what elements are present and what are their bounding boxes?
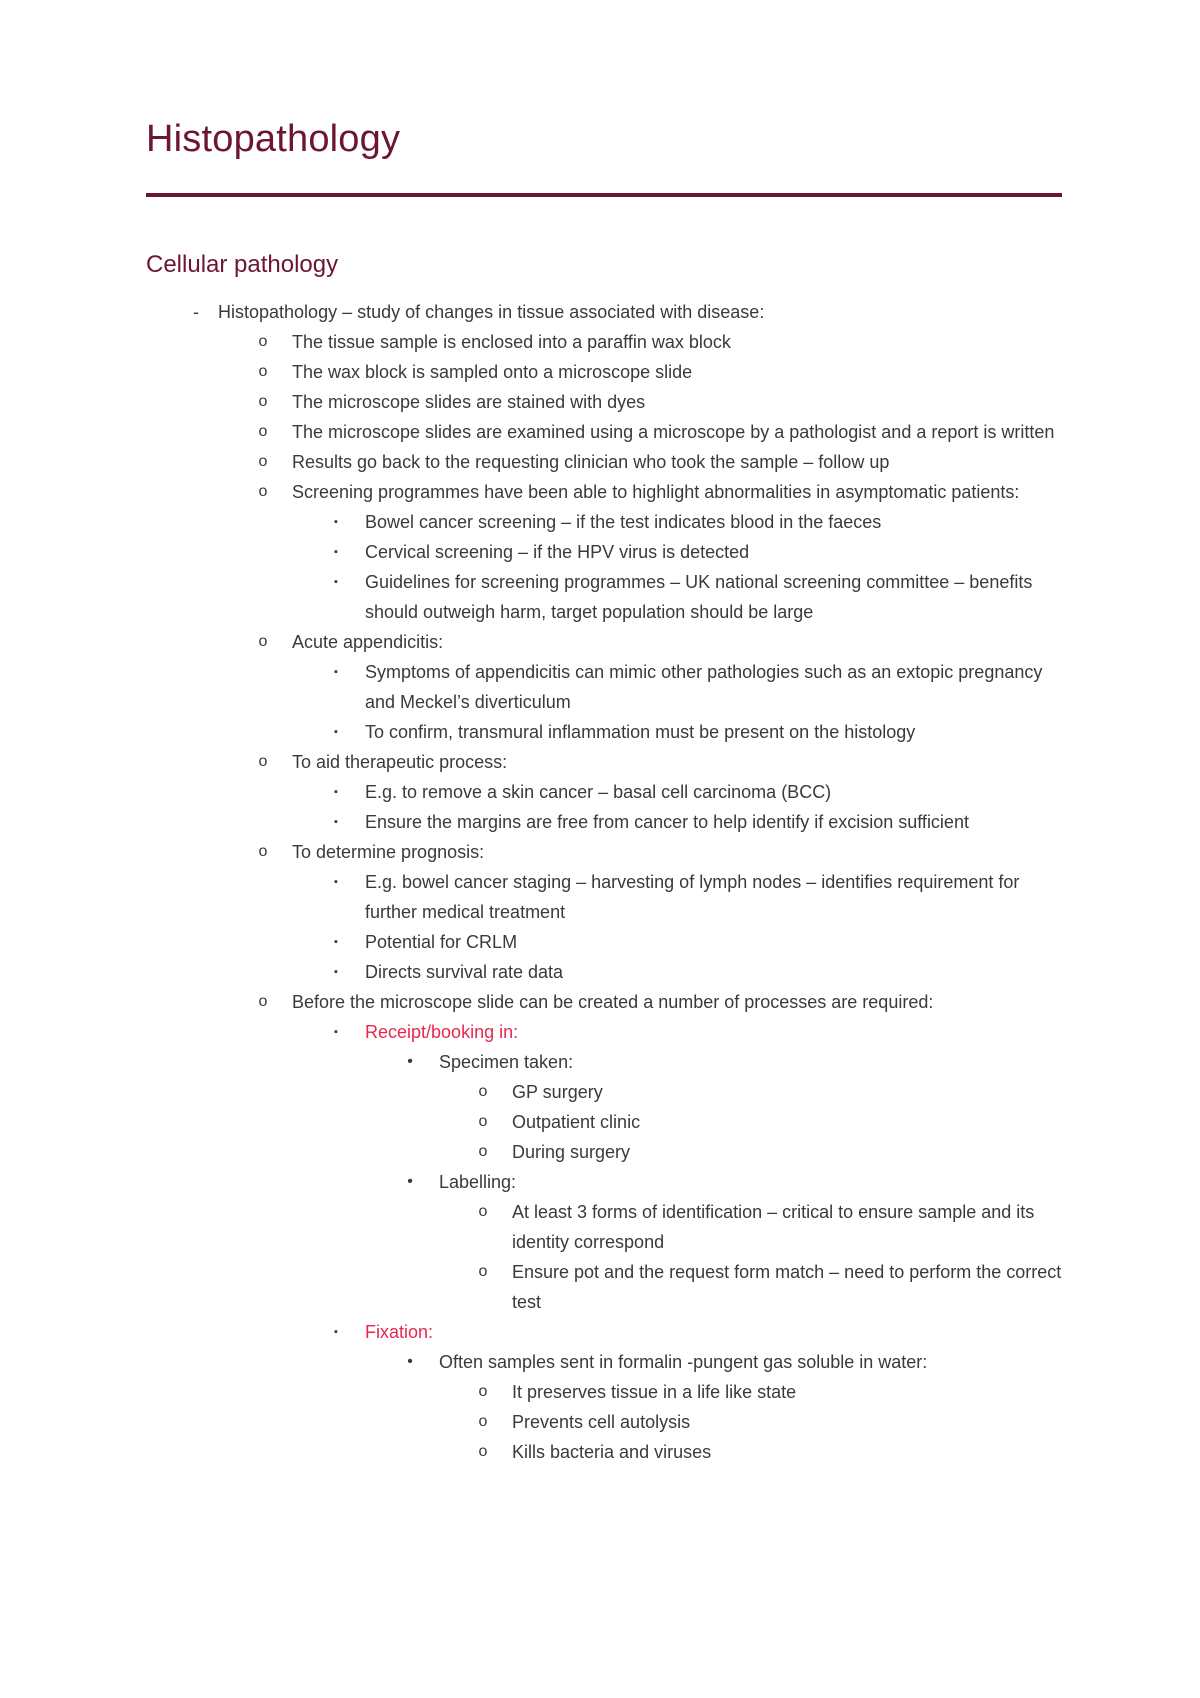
list-item-text: Outpatient clinic xyxy=(512,1112,641,1132)
square-bullet-icon: ▪ xyxy=(334,516,338,528)
circle-bullet-icon: o xyxy=(258,423,268,440)
list-item-text: The microscope slides are examined using a microscope by a pathologist and a report is written xyxy=(292,422,1055,442)
title-divider xyxy=(146,193,1062,197)
list-item xyxy=(146,1077,1062,1107)
dash-marker-icon: - xyxy=(193,302,199,322)
circle-bullet-icon: o xyxy=(258,333,268,350)
circle-bullet-icon: o xyxy=(258,843,268,860)
list-item xyxy=(146,327,1062,357)
list-item xyxy=(146,1167,1062,1197)
square-bullet-icon: ▪ xyxy=(334,546,338,558)
round-bullet-icon: • xyxy=(407,1353,413,1370)
list-item xyxy=(146,387,1062,417)
list-item-text-highlighted: Fixation: xyxy=(365,1322,434,1342)
square-bullet-icon: ▪ xyxy=(334,936,338,948)
list-item-text: Results go back to the requesting clinician who took the sample – follow up xyxy=(292,452,890,472)
list-item-text: Ensure pot and the request form match – need to perform the correct test xyxy=(512,1262,1062,1312)
list-item xyxy=(146,807,1062,837)
list-item-text: Often samples sent in formalin -pungent gas soluble in water: xyxy=(439,1352,928,1372)
section-heading: Cellular pathology xyxy=(146,251,339,278)
circle-bullet-icon: o xyxy=(478,1143,488,1160)
notes-list xyxy=(146,297,1062,1467)
circle-bullet-icon: o xyxy=(478,1203,488,1220)
list-item xyxy=(146,507,1062,537)
list-item-text: Potential for CRLM xyxy=(365,932,518,952)
list-item-text: To confirm, transmural inflammation must be present on the histology xyxy=(365,722,916,742)
list-item-text: Specimen taken: xyxy=(439,1052,574,1072)
list-item-text: Acute appendicitis: xyxy=(292,632,444,652)
list-item xyxy=(146,1377,1062,1407)
circle-bullet-icon: o xyxy=(258,633,268,650)
list-item xyxy=(146,837,1062,867)
list-item-text-highlighted: Receipt/booking in: xyxy=(365,1022,519,1042)
list-item-text: Prevents cell autolysis xyxy=(512,1412,691,1432)
list-item xyxy=(146,927,1062,957)
list-item xyxy=(146,717,1062,747)
list-item xyxy=(146,477,1062,507)
list-item xyxy=(146,987,1062,1017)
circle-bullet-icon: o xyxy=(258,363,268,380)
list-item-text: To determine prognosis: xyxy=(292,842,485,862)
list-item xyxy=(146,1137,1062,1167)
round-bullet-icon: • xyxy=(407,1173,413,1190)
list-item-text: It preserves tissue in a life like state xyxy=(512,1382,797,1402)
square-bullet-icon: ▪ xyxy=(334,786,338,798)
list-item-text: Ensure the margins are free from cancer to help identify if excision sufficient xyxy=(365,812,969,832)
list-item-text: Histopathology – study of changes in tissue associated with disease: xyxy=(218,302,765,322)
list-item xyxy=(146,537,1062,567)
square-bullet-icon: ▪ xyxy=(334,666,338,678)
square-bullet-icon: ▪ xyxy=(334,1026,338,1038)
list-item xyxy=(146,747,1062,777)
page-title: Histopathology xyxy=(146,118,401,160)
list-item xyxy=(146,1407,1062,1437)
circle-bullet-icon: o xyxy=(478,1083,488,1100)
list-item-text: E.g. bowel cancer staging – harvesting of lymph nodes – identifies requirement for further medical treatment xyxy=(365,872,1020,922)
circle-bullet-icon: o xyxy=(258,993,268,1010)
round-bullet-icon: • xyxy=(407,1053,413,1070)
circle-bullet-icon: o xyxy=(478,1383,488,1400)
list-item xyxy=(146,1047,1062,1077)
square-bullet-icon: ▪ xyxy=(334,1326,338,1338)
square-bullet-icon: ▪ xyxy=(334,816,338,828)
circle-bullet-icon: o xyxy=(258,393,268,410)
list-item-text: During surgery xyxy=(512,1142,631,1162)
list-item-text: The wax block is sampled onto a microscope slide xyxy=(292,362,693,382)
list-item-text: Before the microscope slide can be created a number of processes are required: xyxy=(292,992,934,1012)
list-item xyxy=(146,777,1062,807)
list-item-text: Guidelines for screening programmes – UK national screening committee – benefits should outweigh harm, target population should be large xyxy=(365,572,1033,622)
circle-bullet-icon: o xyxy=(478,1443,488,1460)
list-item xyxy=(146,957,1062,987)
list-item-text: Cervical screening – if the HPV virus is detected xyxy=(365,542,750,562)
list-item-text: At least 3 forms of identification – critical to ensure sample and its identity correspond xyxy=(512,1202,1035,1252)
list-item-text: Directs survival rate data xyxy=(365,962,564,982)
square-bullet-icon: ▪ xyxy=(334,726,338,738)
list-item-text: Labelling: xyxy=(439,1172,517,1192)
circle-bullet-icon: o xyxy=(258,753,268,770)
list-item xyxy=(146,1437,1062,1467)
list-item xyxy=(146,1347,1062,1377)
list-item xyxy=(146,447,1062,477)
list-item xyxy=(146,1257,1062,1317)
list-item-text: Screening programmes have been able to highlight abnormalities in asymptomatic patients: xyxy=(292,482,1020,502)
list-item xyxy=(146,627,1062,657)
list-item-text: GP surgery xyxy=(512,1082,603,1102)
list-item xyxy=(146,657,1062,717)
list-item-text: E.g. to remove a skin cancer – basal cell carcinoma (BCC) xyxy=(365,782,832,802)
list-item xyxy=(146,357,1062,387)
square-bullet-icon: ▪ xyxy=(334,966,338,978)
list-item-text: Symptoms of appendicitis can mimic other pathologies such as an extopic pregnancy and Meckel’s diverticulum xyxy=(365,662,1043,712)
list-item xyxy=(146,1317,1062,1347)
list-item-text: To aid therapeutic process: xyxy=(292,752,508,772)
list-item xyxy=(146,867,1062,927)
circle-bullet-icon: o xyxy=(478,1113,488,1130)
circle-bullet-icon: o xyxy=(478,1413,488,1430)
circle-bullet-icon: o xyxy=(258,453,268,470)
list-item-text: The microscope slides are stained with dyes xyxy=(292,392,646,412)
list-item-text: Bowel cancer screening – if the test indicates blood in the faeces xyxy=(365,512,882,532)
list-item xyxy=(146,567,1062,627)
square-bullet-icon: ▪ xyxy=(334,576,338,588)
list-item xyxy=(146,297,1062,327)
list-item-text: Kills bacteria and viruses xyxy=(512,1442,712,1462)
list-item xyxy=(146,1107,1062,1137)
circle-bullet-icon: o xyxy=(258,483,268,500)
circle-bullet-icon: o xyxy=(478,1263,488,1280)
list-item xyxy=(146,417,1062,447)
square-bullet-icon: ▪ xyxy=(334,876,338,888)
list-item xyxy=(146,1197,1062,1257)
list-item xyxy=(146,1017,1062,1047)
list-item-text: The tissue sample is enclosed into a paraffin wax block xyxy=(292,332,731,352)
